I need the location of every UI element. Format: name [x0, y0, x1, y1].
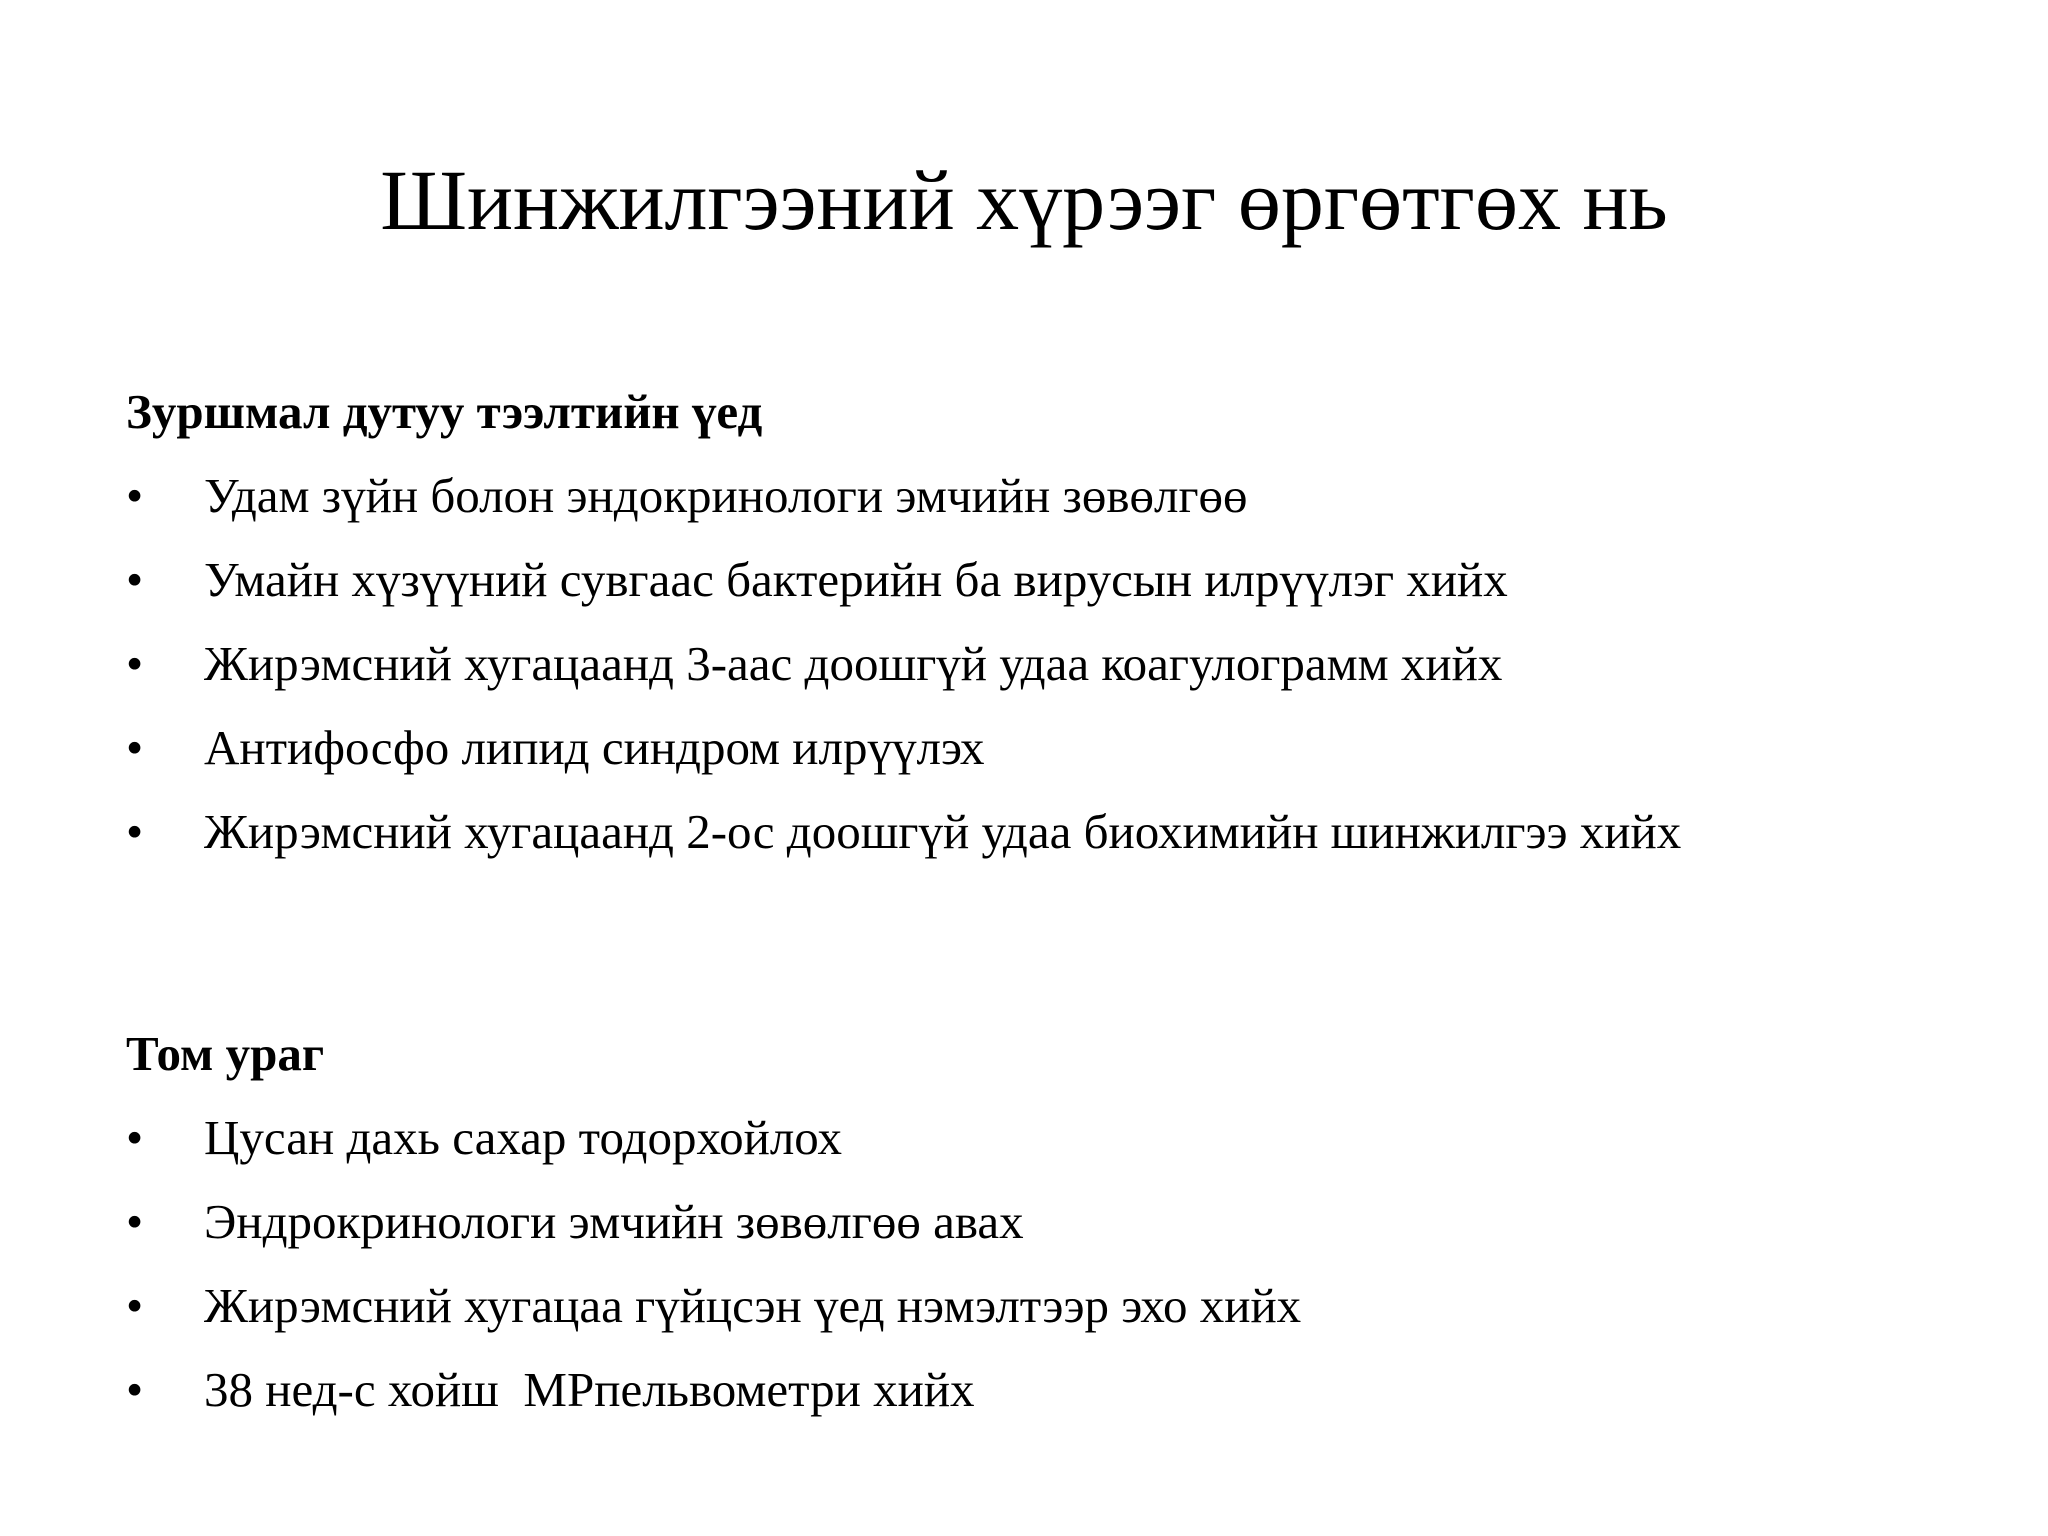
list-item [126, 1096, 2006, 1180]
bullet-icon: • [126, 1194, 144, 1249]
list-item-text: Удам зүйн болон эндокринологи эмчийн зөвөлгөө [204, 468, 1248, 523]
list-item-text: Жирэмсний хугацаанд 2-ос доошгүй удаа биохимийн шинжилгээ хийх [204, 804, 1682, 859]
list-item-text: 38 нед-с хойш МРпельвометри хийх [204, 1362, 975, 1417]
section-large-fetus [126, 1012, 2006, 1432]
list-item-text: Цусан дахь сахар тодорхойлох [204, 1110, 843, 1165]
list-item-text: Жирэмсний хугацаанд 3-аас доошгүй удаа коагулограмм хийх [204, 636, 1503, 691]
list-item-text: Эндрокринологи эмчийн зөвөлгөө авах [204, 1194, 1024, 1249]
list-item [126, 790, 2006, 874]
bullet-icon: • [126, 636, 144, 691]
bullet-icon: • [126, 804, 144, 859]
list-item [126, 538, 2006, 622]
bullet-icon: • [126, 720, 144, 775]
bullet-icon: • [126, 552, 144, 607]
bullet-list [126, 1096, 2006, 1432]
bullet-list [126, 454, 2006, 874]
bullet-icon: • [126, 1110, 144, 1165]
bullet-icon: • [126, 1362, 144, 1417]
section-recurrent-miscarriage [126, 370, 2006, 874]
section-heading: Том ураг [126, 1026, 325, 1081]
list-item [126, 1348, 2006, 1432]
list-item [126, 454, 2006, 538]
section-heading: Зуршмал дутуу тээлтийн үед [126, 384, 763, 439]
list-item-text: Антифосфо липид синдром илрүүлэх [204, 720, 985, 775]
bullet-icon: • [126, 1278, 144, 1333]
slide-content [126, 370, 2006, 1432]
list-item-text: Умайн хүзүүний сувгаас бактерийн ба вирусын илрүүлэг хийх [204, 552, 1508, 607]
bullet-icon: • [126, 468, 144, 523]
section-spacer [126, 874, 2006, 1012]
slide-title: Шинжилгээний хүрээг өргөтгөх нь [380, 152, 1668, 248]
list-item-text: Жирэмсний хугацаа гүйцсэн үед нэмэлтээр эхо хийх [204, 1278, 1302, 1333]
list-item [126, 622, 2006, 706]
list-item [126, 1264, 2006, 1348]
list-item [126, 1180, 2006, 1264]
list-item [126, 706, 2006, 790]
